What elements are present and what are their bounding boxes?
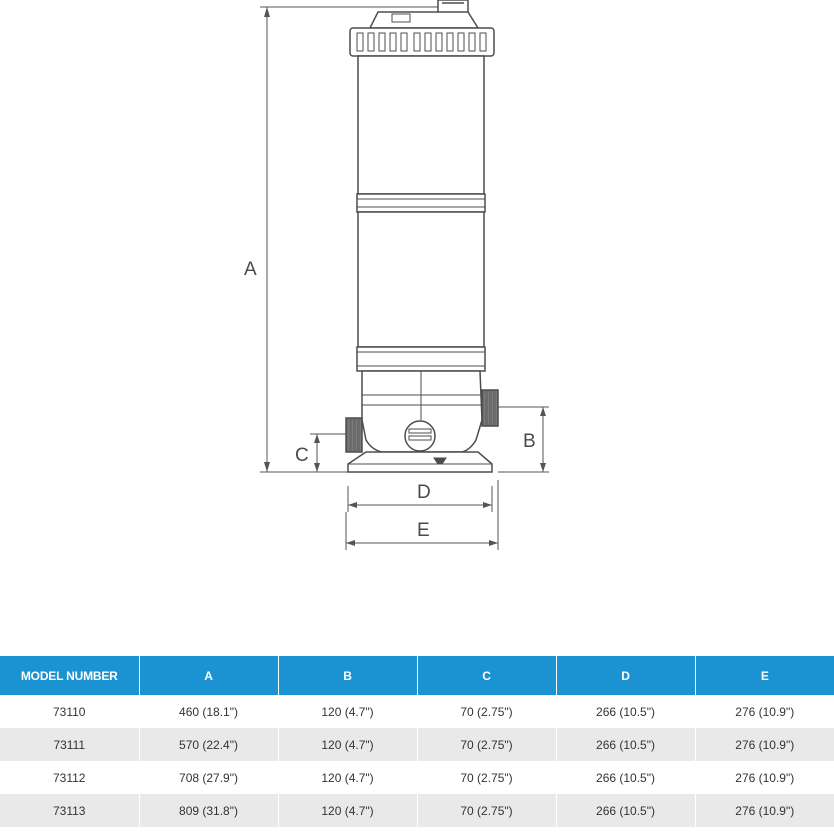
table-row xyxy=(0,728,834,761)
cell-model: 73111 xyxy=(0,728,139,761)
header-e: E xyxy=(695,656,834,695)
header-c: C xyxy=(417,656,556,695)
cell-c: 70 (2.75") xyxy=(417,794,556,827)
cell-a: 460 (18.1") xyxy=(139,695,278,728)
cell-e: 276 (10.9") xyxy=(695,794,834,827)
cell-b: 120 (4.7") xyxy=(278,794,417,827)
cell-a: 708 (27.9") xyxy=(139,761,278,794)
label-d: D xyxy=(417,482,431,503)
label-c: C xyxy=(295,445,309,466)
header-b: B xyxy=(278,656,417,695)
cell-a: 570 (22.4") xyxy=(139,728,278,761)
cell-e: 276 (10.9") xyxy=(695,728,834,761)
cell-b: 120 (4.7") xyxy=(278,761,417,794)
table-row xyxy=(0,794,834,827)
filter-housing xyxy=(346,0,498,472)
cell-e: 276 (10.9") xyxy=(695,695,834,728)
cell-d: 266 (10.5") xyxy=(556,761,695,794)
header-a: A xyxy=(139,656,278,695)
cell-d: 266 (10.5") xyxy=(556,728,695,761)
cell-model: 73113 xyxy=(0,794,139,827)
table-row xyxy=(0,695,834,728)
header-model-number: MODEL NUMBER xyxy=(0,656,139,695)
cell-b: 120 (4.7") xyxy=(278,695,417,728)
cell-c: 70 (2.75") xyxy=(417,728,556,761)
cell-d: 266 (10.5") xyxy=(556,695,695,728)
dimension-c xyxy=(310,434,346,472)
cell-model: 73110 xyxy=(0,695,139,728)
cell-b: 120 (4.7") xyxy=(278,728,417,761)
header-d: D xyxy=(556,656,695,695)
cell-e: 276 (10.9") xyxy=(695,761,834,794)
model-dimensions-table xyxy=(0,656,834,827)
table-header-row xyxy=(0,656,834,695)
cell-c: 70 (2.75") xyxy=(417,761,556,794)
cell-d: 266 (10.5") xyxy=(556,794,695,827)
cell-c: 70 (2.75") xyxy=(417,695,556,728)
cell-a: 809 (31.8") xyxy=(139,794,278,827)
cell-model: 73112 xyxy=(0,761,139,794)
label-e: E xyxy=(417,520,430,541)
label-a: A xyxy=(244,259,257,280)
table-row xyxy=(0,761,834,794)
label-b: B xyxy=(523,431,536,452)
